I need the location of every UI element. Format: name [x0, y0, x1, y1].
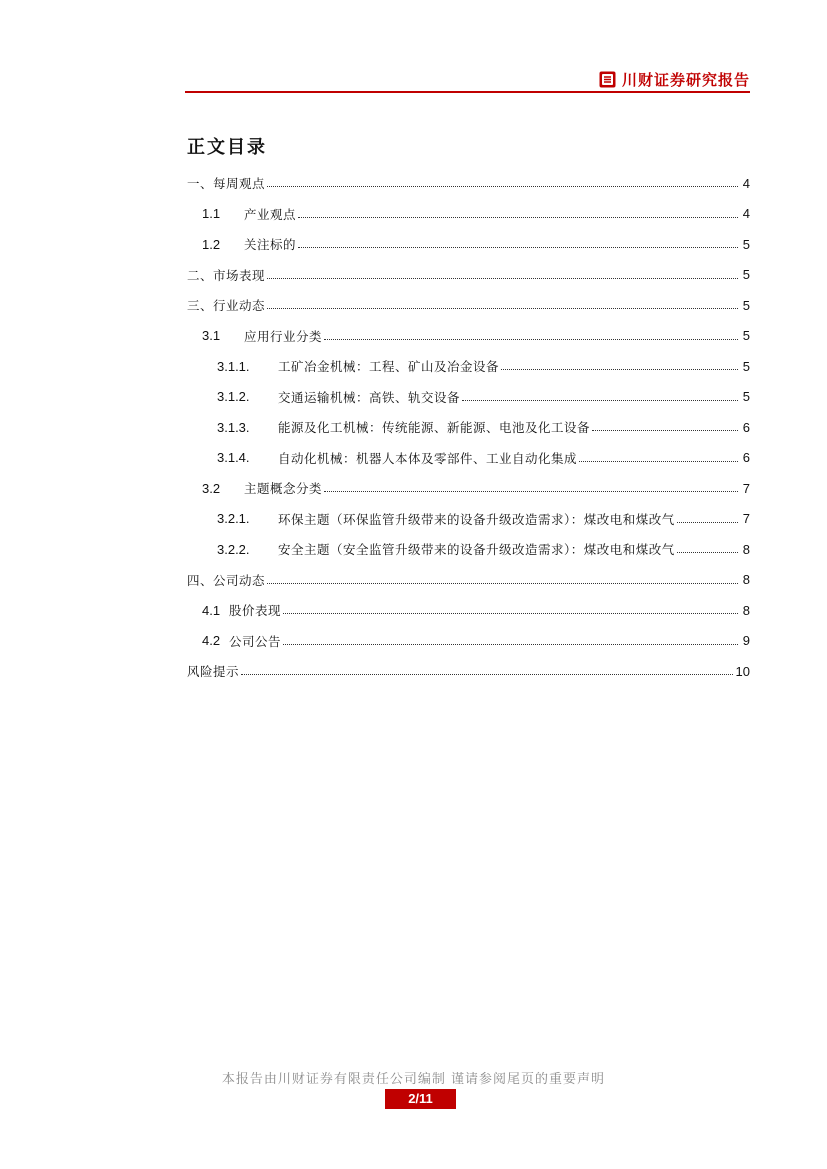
chuancai-logo-icon — [599, 71, 616, 88]
toc-dot-leader — [501, 368, 738, 370]
toc-dot-leader — [592, 429, 738, 431]
toc-entry-label: 应用行业分类 — [244, 328, 323, 344]
toc-entry-label: 交通运输机械：高铁、轨交设备 — [278, 389, 461, 405]
toc-entry-page: 5 — [742, 297, 750, 313]
toc-entry[interactable] — [187, 534, 750, 565]
toc-entry-number: 3.1.1. — [217, 358, 250, 374]
brand-name: 川财证券研究报告 — [621, 70, 750, 89]
toc-entry-page: 8 — [742, 572, 750, 588]
toc-entry-label: 股价表现 — [229, 603, 282, 619]
toc-entry[interactable] — [187, 656, 750, 687]
toc-entry[interactable] — [187, 473, 750, 504]
toc-entry[interactable] — [187, 595, 750, 626]
toc-entry-number: 3.2 — [202, 480, 221, 496]
toc-entry-page: 5 — [742, 358, 750, 374]
toc-entry-label: 关注标的 — [244, 237, 297, 253]
toc-entry-number: 3.2.1. — [217, 511, 250, 527]
toc-entry-page: 5 — [742, 236, 750, 252]
toc-entry[interactable] — [187, 382, 750, 413]
toc-entry-label: 四、公司动态 — [187, 572, 266, 588]
toc-entry-label: 自动化机械：机器人本体及零部件、工业自动化集成 — [278, 450, 578, 466]
toc-entry-number: 3.1 — [202, 328, 221, 344]
toc-dot-leader — [267, 582, 738, 584]
toc-entry-number: 4.2 — [202, 633, 221, 649]
toc-entry-page: 4 — [742, 175, 750, 191]
page-indicator: 2/11 — [385, 1089, 456, 1109]
toc-entry-number: 3.2.2. — [217, 541, 250, 557]
toc-entry-label: 二、市场表现 — [187, 267, 266, 283]
toc-entry-label: 环保主题（环保监管升级带来的设备升级改造需求）：煤改电和煤改气 — [278, 511, 675, 527]
toc-entry-page: 10 — [735, 663, 750, 679]
toc-entry-page: 7 — [742, 480, 750, 496]
toc-dot-leader — [462, 399, 738, 401]
toc-dot-leader — [677, 551, 738, 553]
toc-entry[interactable] — [187, 351, 750, 382]
toc-entry[interactable] — [187, 443, 750, 474]
toc-dot-leader — [677, 521, 738, 523]
toc-entry-label: 三、行业动态 — [187, 298, 266, 314]
toc-entry-number: 3.1.4. — [217, 450, 250, 466]
toc-entry[interactable] — [187, 565, 750, 596]
toc-entry[interactable] — [187, 290, 750, 321]
toc-entry-page: 4 — [742, 206, 750, 222]
toc-entry[interactable] — [187, 321, 750, 352]
toc-dot-leader — [283, 612, 738, 614]
toc-entry-page: 6 — [742, 450, 750, 466]
toc-entry-label: 公司公告 — [229, 633, 282, 649]
toc-entry-page: 9 — [742, 633, 750, 649]
toc-entry-label: 一、每周观点 — [187, 176, 266, 192]
toc-entry[interactable] — [187, 626, 750, 657]
toc-dot-leader — [241, 673, 733, 675]
header-divider — [185, 91, 750, 93]
toc-dot-leader — [283, 643, 738, 645]
toc-entry-label: 安全主题（安全监管升级带来的设备升级改造需求）：煤改电和煤改气 — [278, 542, 675, 558]
toc-entry[interactable] — [187, 199, 750, 230]
toc-entry-label: 风险提示 — [187, 664, 240, 680]
toc-entry[interactable] — [187, 168, 750, 199]
toc-dot-leader — [324, 338, 738, 340]
toc-entry[interactable] — [187, 260, 750, 291]
toc-dot-leader — [579, 460, 738, 462]
toc-entry-page: 6 — [742, 419, 750, 435]
toc-entry-page: 5 — [742, 389, 750, 405]
toc-dot-leader — [298, 246, 738, 248]
toc-entry-number: 4.1 — [202, 602, 221, 618]
toc-entry-label: 工矿冶金机械：工程、矿山及冶金设备 — [278, 359, 500, 375]
toc-entry-page: 8 — [742, 602, 750, 618]
toc-dot-leader — [267, 307, 738, 309]
toc-entry-page: 5 — [742, 328, 750, 344]
toc-entry-number: 3.1.2. — [217, 389, 250, 405]
toc-entry-page: 7 — [742, 511, 750, 527]
toc-entry-page: 5 — [742, 267, 750, 283]
footer-disclaimer: 本报告由川财证券有限责任公司编制 谨请参阅尾页的重要声明 — [221, 1072, 606, 1087]
toc-entry-number: 1.1 — [202, 206, 221, 222]
toc-entry-number: 3.1.3. — [217, 419, 250, 435]
toc-entry-label: 能源及化工机械：传统能源、新能源、电池及化工设备 — [278, 420, 591, 436]
toc-dot-leader — [298, 216, 738, 218]
page-header — [185, 66, 750, 92]
toc-entry[interactable] — [187, 504, 750, 535]
toc-dot-leader — [267, 277, 738, 279]
toc-entry[interactable] — [187, 412, 750, 443]
toc-dot-leader — [324, 490, 738, 492]
table-of-contents — [187, 168, 750, 687]
toc-title: 正文目录 — [187, 137, 267, 158]
toc-entry-page: 8 — [742, 541, 750, 557]
toc-dot-leader — [267, 185, 738, 187]
toc-entry[interactable] — [187, 229, 750, 260]
toc-entry-label: 主题概念分类 — [244, 481, 323, 497]
toc-entry-number: 1.2 — [202, 236, 221, 252]
toc-entry-label: 产业观点 — [244, 206, 297, 222]
